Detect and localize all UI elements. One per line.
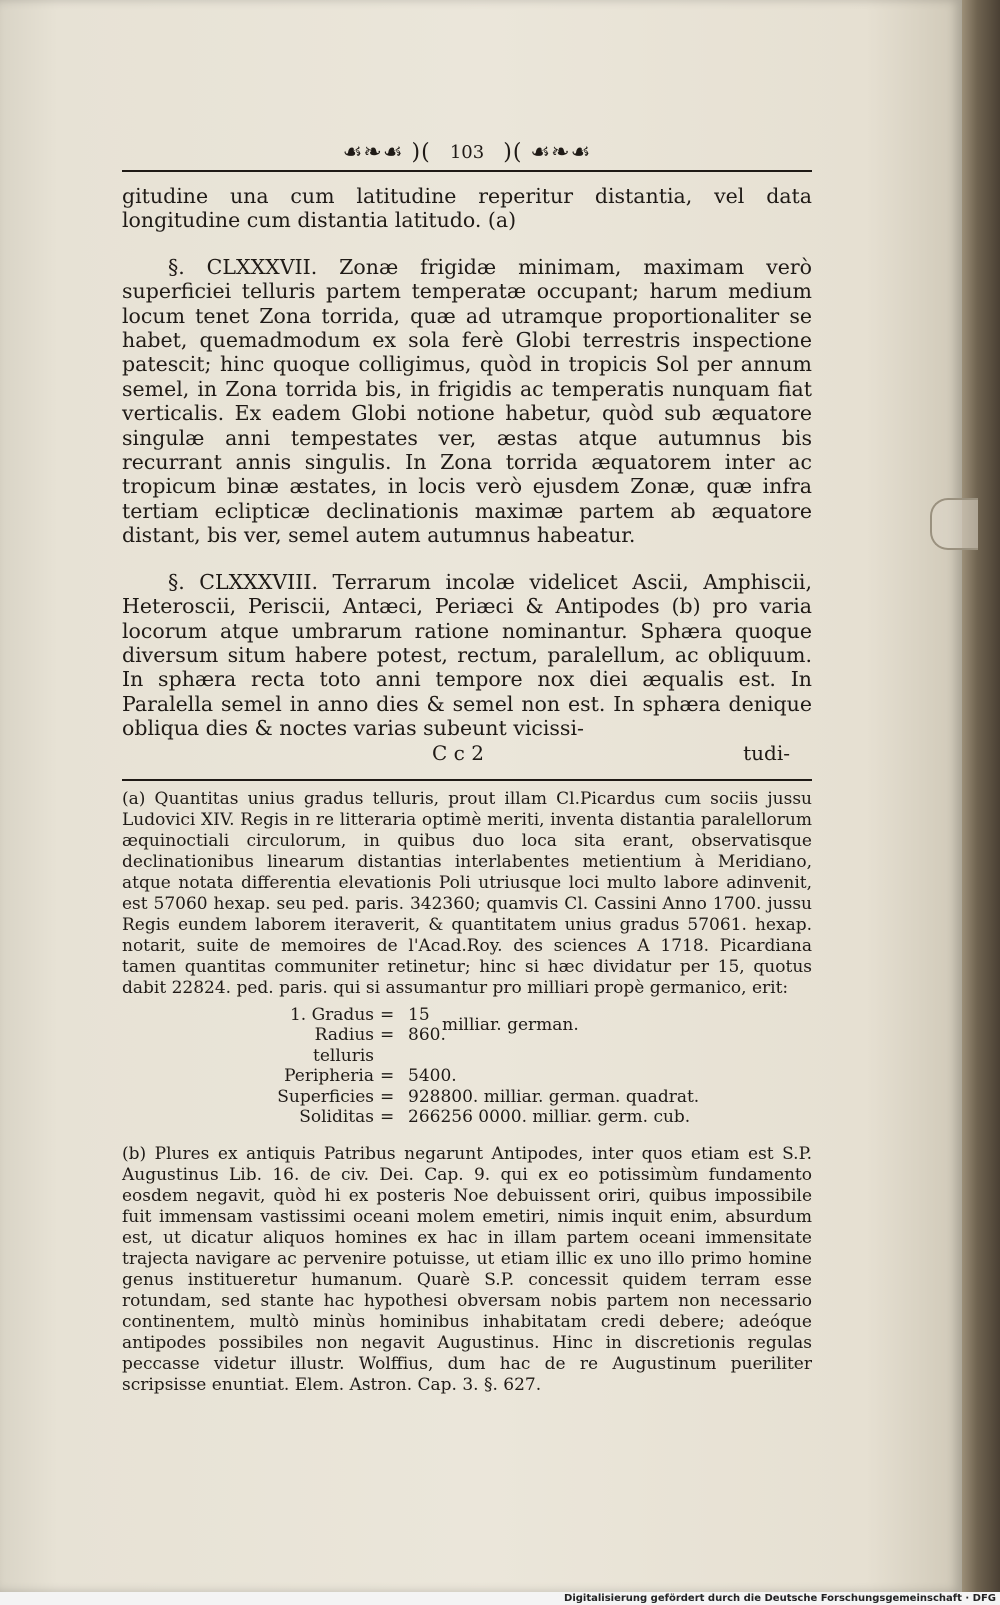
footnote-a: (a) Quantitas unius gradus telluris, prout illam Cl.Picardus cum sociis jussu Ludovici XIV. Regis in re litteraria optimè meriti, inventa distantia paralellorum æquinoctiali circulorum, in quibus duo loca sita erant, observatisque declinationibus linearum distantias interlabentes metientium à Meridiano, atque notata differentia elevationis Poli utriusque loci multo labore adinvenit, est 57060 hexap. seu ped. paris. 342360; quamvis Cl. Cassini Anno 1700. jussu Regis eundem laborem iteraverit, & quantitatem unius gradus 57061. hexap. notarit, suite de memoires de l'Acad.Roy. des sciences A 1718. Picardiana tamen quantitas communiter retinetur; hinc si hæc dividatur per 15, quotus dabit 22824. ped. paris. qui si assumantur pro milliari propè germanico, erit: bbox=[122, 788, 812, 998]
bookmark-tab bbox=[930, 498, 978, 550]
footnote-rule bbox=[122, 779, 812, 781]
footnote-b: (b) Plures ex antiquis Patribus negarunt Antipodes, inter quos etiam est S.P. Augustinus Lib. 16. de civ. Dei. Cap. 9. qui ex eo potissimùm fundamento eosdem negavit, quòd hi ex posteris Noe debuissent oriri, quibus impossibile fuit immensam vastissimi oceani molem emetiri, nimis inquit enim, absurdum est, ut dicatur aliquos homines ex hac in illam partem oceani immensitate trajecta navigare ac pervenire potuisse, ut etiam illic ex uno illo primo homine genus institueretur humanum. Quarè S.P. concessit quidem terram esse rotundam, sed stante hac hypothesi obversam nobis partem non necessario continentem, multò minùs hominibus inhabitatam credi debere; adeóque antipodes possibiles non negavit Augustinus. Hinc in discretionis regulas peccasse videtur illustr. Wolffius, dum hac de re Augustinum pueriliter scripsisse enuntiat. Elem. Astron. Cap. 3. §. 627. bbox=[122, 1143, 812, 1395]
table-row: Soliditas = 266256 0000. milliar. germ. cub. bbox=[299, 1107, 691, 1128]
table-row: Superficies = 928800. milliar. german. quadrat. bbox=[277, 1086, 700, 1107]
paragraph-continuation: gitudine una cum latitudine reperitur distantia, vel data longitudine cum distantia latitudo. (a) bbox=[122, 184, 812, 233]
paragraph-188: §. CLXXXVIII. Terrarum incolæ videlicet Ascii, Amphiscii, Heteroscii, Periscii, Antæci, Periæci & Antipodes (b) pro varia locorum atque umbrarum ratione nominantur. Sphæra quoque diversum situm habere potest, rectum, paralellum, ac obliquum. In sphæra recta toto anni tempore nox diei æqualis est. In Paralella semel in anno dies & semel non est. In sphæra denique obliqua dies & noctes varias subeunt vicissi- bbox=[122, 569, 812, 741]
main-text bbox=[122, 184, 812, 763]
page-stack-edge bbox=[962, 0, 1000, 1592]
page-number: 103 bbox=[449, 142, 485, 163]
signature-line bbox=[122, 741, 812, 763]
ornament-right: )( ☙❧☙ bbox=[503, 140, 592, 165]
catchword: tudi- bbox=[743, 740, 790, 765]
signature-mark: C c 2 bbox=[432, 740, 484, 765]
paragraph-187: §. CLXXXVII. Zonæ frigidæ minimam, maximam verò superficiei telluris partem temperatæ occupant; harum medium locum tenet Zona torrida, quæ ad utramque proportionaliter se habet, quemadmodum ex sola ferè Globi terrestris inspectione patescit; hinc quoque colligimus, quòd in tropicis Sol per annum semel, in Zona torrida bis, in frigidis ac temperatis nunquam fiat verticalis. Ex eadem Globi notione habetur, quòd sub æquatore singulæ anni tempestates ver, æstas atque autumnus bis recurrant annis singulis. In Zona torrida æquatorem inter ac tropicum binæ æstates, in locis verò ejusdem Zonæ, quæ infra tertiam eclipticæ declinationis maximæ partem ab æquatore distant, bis ver, semel autem autumnus habeatur. bbox=[122, 254, 812, 548]
page-content bbox=[122, 140, 812, 1396]
table-row: Peripheria = 5400. bbox=[284, 1066, 457, 1087]
ornament-left: ☙❧☙ )( bbox=[342, 140, 431, 165]
footer-credit: Digitalisierung gefördert durch die Deutsche Forschungsgemeinschaft · DFG bbox=[564, 1593, 996, 1604]
footnotes bbox=[122, 789, 812, 1396]
table-row: 1. Gradus = 15 bbox=[289, 1004, 430, 1025]
measure-table bbox=[122, 1005, 812, 1128]
brace-label: milliar. german. bbox=[442, 1014, 579, 1035]
page-header bbox=[122, 140, 812, 168]
table-row: Radius telluris = 860. bbox=[312, 1025, 446, 1066]
footer-bar bbox=[0, 1592, 1000, 1605]
header-rule bbox=[122, 170, 812, 172]
